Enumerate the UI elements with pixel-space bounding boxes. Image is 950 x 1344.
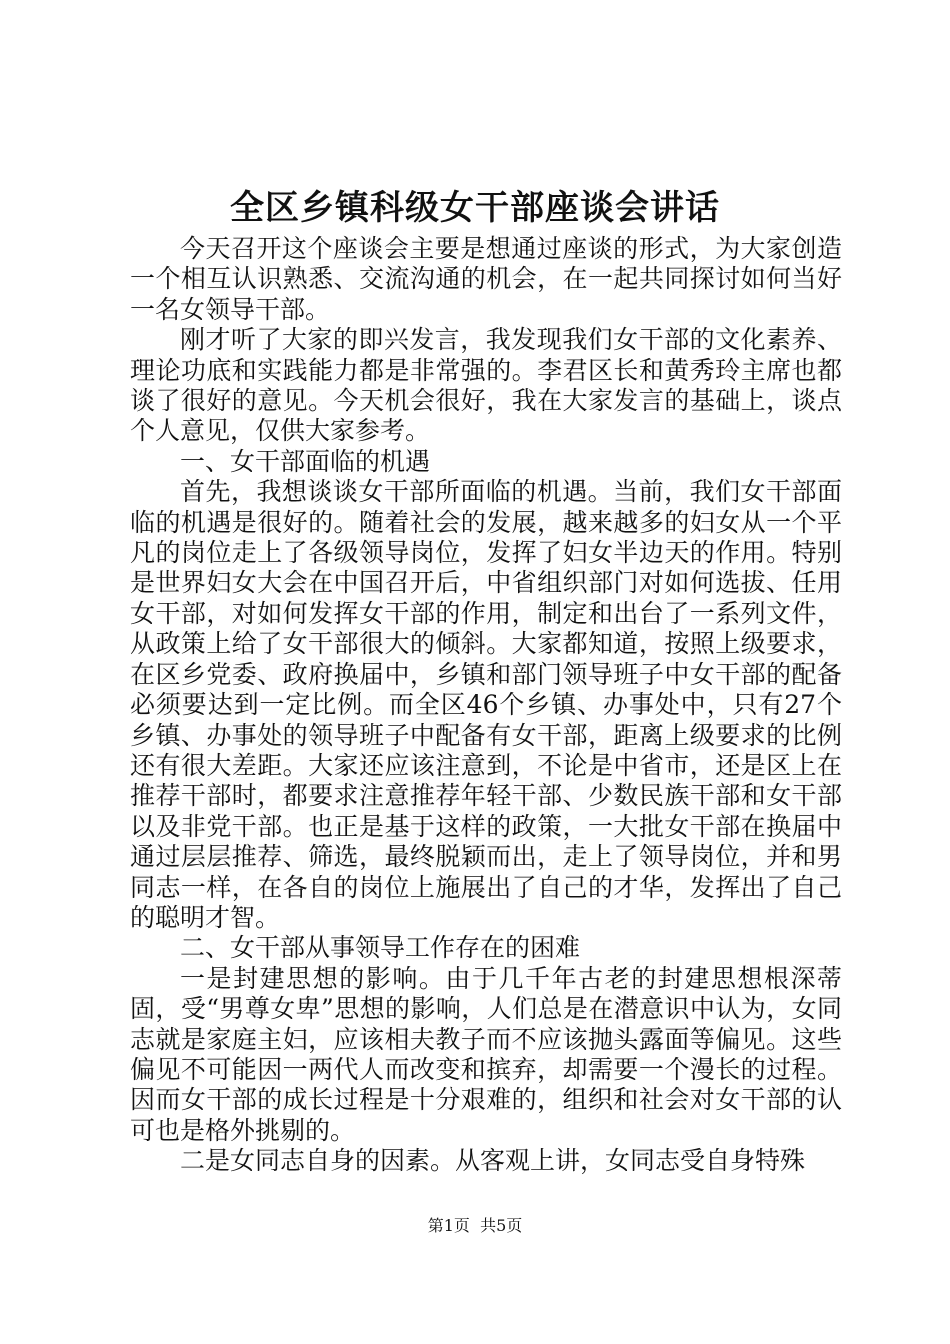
document-body [130, 234, 842, 1177]
document-title: 全区乡镇科级女干部座谈会讲话 [230, 188, 720, 228]
page-number-footer: 第1页 共5页 [427, 1216, 523, 1235]
paragraph-feudal-influence: 一是封建思想的影响。由于几千年古老的封建思想根深蒂固，受“男尊女卑”思想的影响，人们总是在潜意识中认为，女同志就是家庭主妇，应该相夫教子而不应该抛头露面等偏见。这些偏见不可能因一两代人而改变和摈弃，却需要一个漫长的过程。因而女干部的成长过程是十分艰难的，组织和社会对女干部的认可也是格外挑剔的。 [130, 963, 842, 1145]
paragraph-self-factors: 二是女同志自身的因素。从客观上讲，女同志受自身特殊 [180, 1146, 806, 1176]
paragraph-speech-feedback: 刚才听了大家的即兴发言，我发现我们女干部的文化素养、理论功底和实践能力都是非常强的。李君区长和黄秀玲主席也都谈了很好的意见。今天机会很好，我在大家发言的基础上，谈点个人意见，仅供大家参考。 [130, 325, 842, 446]
paragraph-opportunities: 首先，我想谈谈女干部所面临的机遇。当前，我们女干部面临的机遇是很好的。随着社会的发展，越来越多的妇女从一个平凡的岗位走上了各级领导岗位，发挥了妇女半边天的作用。特别是世界妇女大会在中国召开后，中省组织部门对如何选拔、任用女干部，对如何发挥女干部的作用，制定和出台了一系列文件，从政策上给了女干部很大的倾斜。大家都知道，按照上级要求，在区乡党委、政府换届中，乡镇和部门领导班子中女干部的配备必须要达到一定比例。而全区46个乡镇、办事处中，只有27个乡镇、办事处的领导班子中配备有女干部，距离上级要求的比例还有很大差距。大家还应该注意到，不论是中省市，还是区上在推荐干部时，都要求注意推荐年轻干部、少数民族干部和女干部以及非党干部。也正是基于这样的政策，一大批女干部在换届中通过层层推荐、筛选，最终脱颖而出，走上了领导岗位，并和男同志一样，在各自的岗位上施展出了自己的才华，发挥出了自己的聪明才智。 [130, 477, 842, 932]
section-heading-opportunities: 一、女干部面临的机遇 [180, 446, 431, 476]
section-heading-difficulties: 二、女干部从事领导工作存在的困难 [180, 933, 581, 963]
paragraph-intro: 今天召开这个座谈会主要是想通过座谈的形式，为大家创造一个相互认识熟悉、交流沟通的机会，在一起共同探讨如何当好一名女领导干部。 [130, 234, 842, 324]
